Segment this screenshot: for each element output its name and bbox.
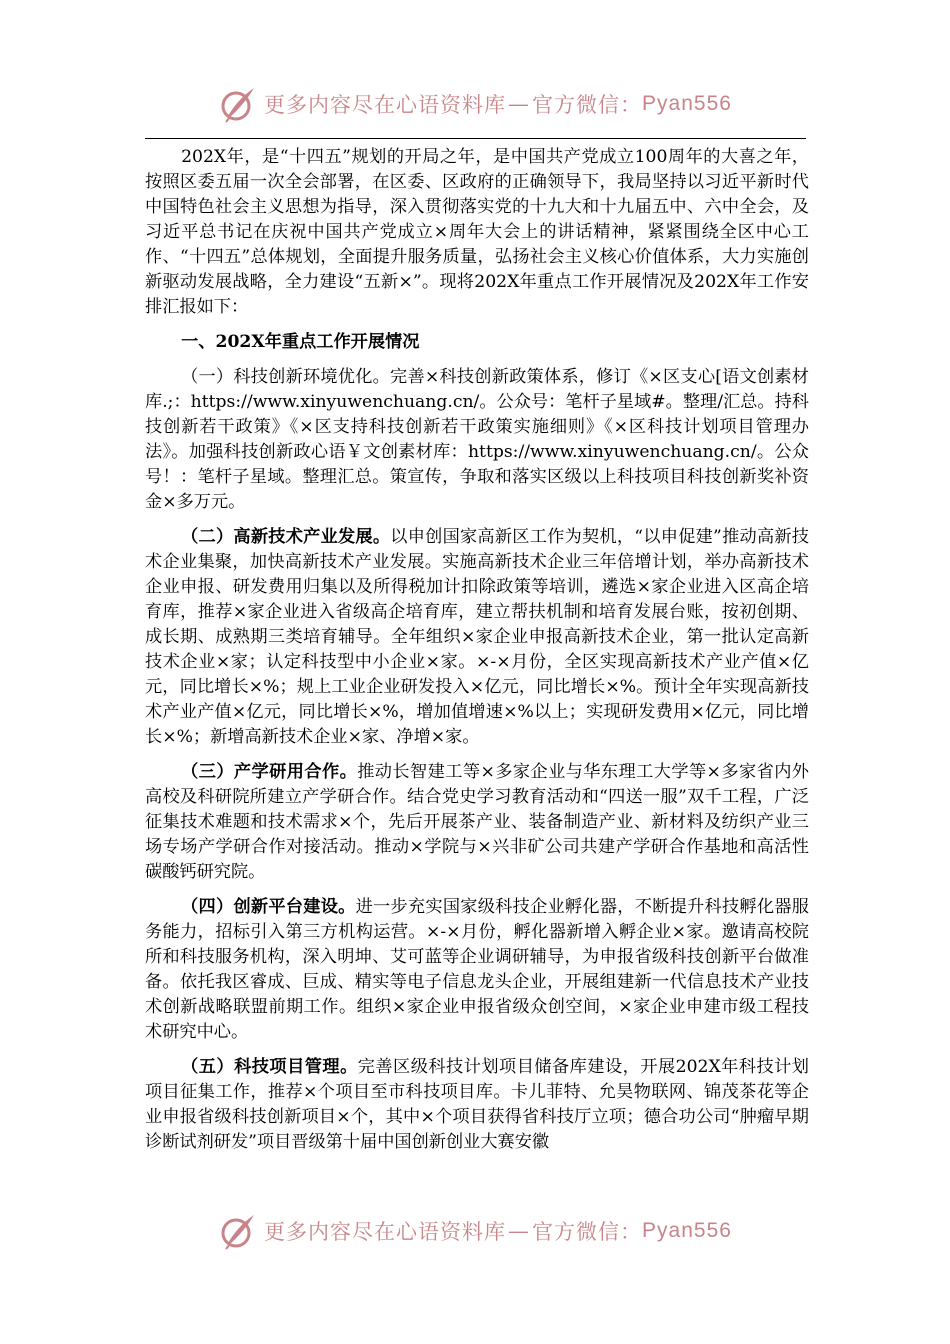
section-heading: 一、202X年重点工作开展情况	[181, 332, 420, 352]
item-paragraph-4	[145, 895, 809, 1045]
item-paragraph-5	[145, 1055, 809, 1155]
item-title-1: （一）科技创新环境优化。	[181, 367, 391, 387]
header-wechat-id: Pyan556	[642, 92, 732, 115]
item-title-4: （四）创新平台建设。	[181, 897, 356, 917]
item-paragraph-3	[145, 760, 809, 885]
header-banner[interactable]	[0, 80, 950, 128]
footer-wechat-label: 官方微信：	[532, 1220, 643, 1244]
item-body-5: 完善区级科技计划项目储备库建设，开展202X年科技计划项目征集工作，推荐×个项目至市科技项目库。卡儿菲特、允昊物联网、锦茂茶花等企业申报省级科技创新项目×个，其中×个项目获得省科技厅立项；德合功公司“肿瘤早期诊断试剂研发”项目晋级第十届中国创新创业大赛安徽	[145, 1057, 809, 1152]
item-paragraph-1	[145, 365, 809, 515]
header-wechat-label: 官方微信：	[532, 93, 643, 117]
quill-logo-icon	[218, 84, 258, 124]
item-body-4: 进一步充实国家级科技企业孵化器，不断提升科技孵化器服务能力，招标引入第三方机构运营。×-×月份，孵化器新增入孵企业×家。邀请高校院所和科技服务机构，深入明坤、艾可蓝等企业调研辅导，为申报省级科技创新平台做准备。依托我区睿成、巨成、精实等电子信息龙头企业，开展组建新一代信息技术产业技术创新战略联盟前期工作。组织×家企业申报省级众创空间，×家企业申建市级工程技术研究中心。	[145, 897, 809, 1042]
item-title-5: （五）科技项目管理。	[181, 1057, 358, 1077]
item-title-3: （三）产学研用合作。	[181, 762, 358, 782]
header-separator: —	[508, 92, 531, 116]
item-body-1: 完善×科技创新政策体系，修订《×区支心[语文创素材库.;：https://www.xinyuwenchuang.cn/。公众号：笔杆子星域#。整理/汇总。持科技创新若干政策》《×区支持科技创新若干政策实施细则》《×区科技计划项目管理办法》。加强科技创新政心语￥文创素材库：https://www.xinyuwenchuang.cn/。公众号！：笔杆子星域。整理汇总。策宣传，争取和落实区级以上科技项目科技创新奖补资金×多万元。	[145, 367, 809, 512]
header-banner-text: 更多内容尽在心语资料库	[264, 93, 507, 117]
item-paragraph-2	[145, 525, 809, 750]
footer-separator: —	[508, 1219, 531, 1243]
item-body-2: 以申创国家高新区工作为契机，“以申促建”推动高新技术企业集聚，加快高新技术产业发展。实施高新技术企业三年倍增计划，举办高新技术企业申报、研发费用归集以及所得税加计扣除政策等培训，遴选×家企业进入区高企培育库，推荐×家企业进入省级高企培育库，建立帮扶机制和培育发展台账，按初创期、成长期、成熟期三类培育辅导。全年组织×家企业申报高新技术企业，第一批认定高新技术企业×家；认定科技型中小企业×家。×-×月份，全区实现高新技术产业产值×亿元，同比增长×%；规上工业企业研发投入×亿元，同比增长×%。预计全年实现高新技术产业产值×亿元，同比增长×%，增加值增速×%以上；实现研发费用×亿元，同比增长×%；新增高新技术企业×家、净增×家。	[145, 527, 809, 747]
quill-logo-icon	[218, 1211, 258, 1251]
item-body-3: 推动长智建工等×多家企业与华东理工大学等×多家省内外高校及科研院所建立产学研合作。结合党史学习教育活动和“四送一服”双千工程，广泛征集技术难题和技术需求×个，先后开展茶产业、装备制造产业、新材料及纺织产业三场专场产学研合作对接活动。推动×学院与×兴非矿公司共建产学研合作基地和高活性碳酸钙研究院。	[145, 762, 809, 882]
footer-banner-text: 更多内容尽在心语资料库	[264, 1220, 507, 1244]
footer-banner[interactable]	[0, 1207, 950, 1255]
footer-wechat-id: Pyan556	[642, 1219, 732, 1242]
intro-paragraph: 202X年，是“十四五”规划的开局之年，是中国共产党成立100周年的大喜之年，按照区委五届一次全会部署，在区委、区政府的正确领导下，我局坚持以习近平新时代中国特色社会主义思想为指导，深入贯彻落实党的十九大和十九届五中、六中全会，及习近平总书记在庆祝中国共产党成立×周年大会上的讲话精神，紧紧围绕全区中心工作、“十四五”总体规划，全面提升服务质量，弘扬社会主义核心价值体系，大力实施创新驱动发展战略，全力建设“五新×”。现将202X年重点工作开展情况及202X年工作安排汇报如下：	[145, 147, 809, 317]
document-body	[145, 145, 809, 1165]
header-rule	[145, 138, 806, 139]
item-title-2: （二）高新技术产业发展。	[181, 527, 391, 547]
